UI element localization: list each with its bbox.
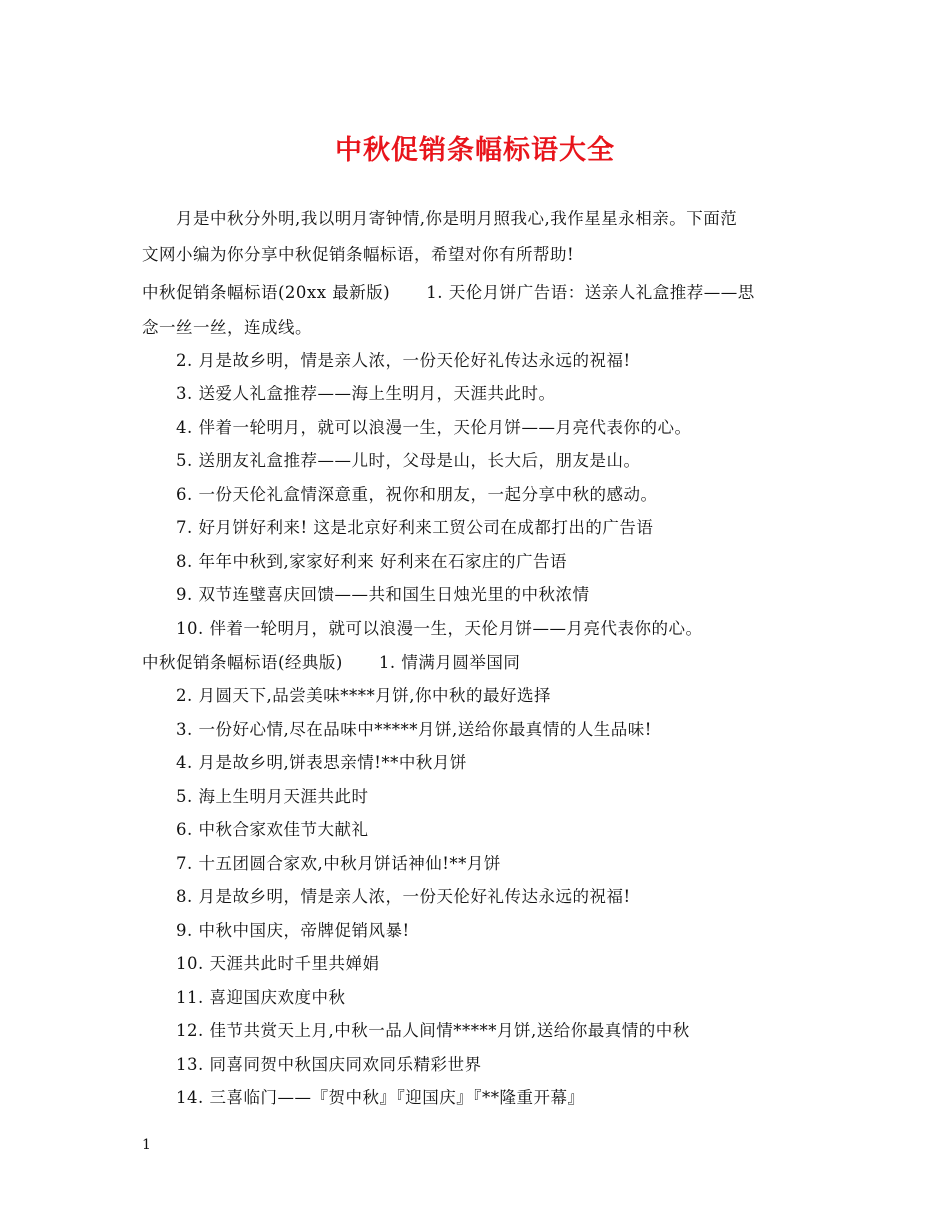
list-item: 10. 伴着一轮明月，就可以浪漫一生，天伦月饼——月亮代表你的心。: [176, 619, 703, 638]
list-item: 3. 一份好心情,尽在品味中*****月饼,送给你最真情的人生品味!: [176, 720, 652, 739]
list-item: 4. 伴着一轮明月，就可以浪漫一生，天伦月饼——月亮代表你的心。: [176, 418, 692, 437]
list-item: 7. 十五团圆合家欢,中秋月饼话神仙!**月饼: [176, 854, 501, 873]
list-item: 8. 月是故乡明，情是亲人浓，一份天伦好礼传达永远的祝福!: [176, 887, 631, 906]
section1-first-item-continued: 念一丝一丝，连成线。: [142, 318, 312, 337]
list-item: 5. 海上生明月天涯共此时: [176, 787, 369, 806]
page-title: 中秋促销条幅标语大全: [335, 135, 615, 166]
page-number: 1: [142, 1137, 151, 1153]
section2-first-item: 1. 情满月圆举国同: [378, 653, 521, 672]
list-item: 12. 佳节共赏天上月,中秋一品人间情*****月饼,送给你最真情的中秋: [176, 1021, 690, 1040]
list-item: 6. 一份天伦礼盒情深意重，祝你和朋友，一起分享中秋的感动。: [176, 485, 658, 504]
list-item: 3. 送爱人礼盒推荐——海上生明月，天涯共此时。: [176, 384, 556, 403]
section1-heading: 中秋促销条幅标语(20xx 最新版): [142, 283, 391, 302]
list-item: 10. 天涯共此时千里共婵娟: [176, 954, 380, 973]
list-item: 2. 月圆天下,品尝美味****月饼,你中秋的最好选择: [176, 686, 551, 705]
list-item: 2. 月是故乡明，情是亲人浓，一份天伦好礼传达永远的祝福!: [176, 351, 631, 370]
list-item: 14. 三喜临门——『贺中秋』『迎国庆』『**隆重开幕』: [176, 1088, 585, 1107]
list-item: 11. 喜迎国庆欢度中秋: [176, 988, 346, 1007]
list-item: 7. 好月饼好利来! 这是北京好利来工贸公司在成都打出的广告语: [176, 518, 654, 537]
intro-line-1: 月是中秋分外明,我以明月寄钟情,你是明月照我心,我作星星永相亲。下面范: [176, 209, 738, 228]
section2-heading: 中秋促销条幅标语(经典版): [142, 653, 343, 672]
list-item: 9. 中秋中国庆，帝牌促销风暴!: [176, 921, 410, 940]
list-item: 6. 中秋合家欢佳节大献礼: [176, 820, 369, 839]
list-item: 13. 同喜同贺中秋国庆同欢同乐精彩世界: [176, 1055, 482, 1074]
section2-heading-line: [142, 652, 520, 674]
list-item: 4. 月是故乡明,饼表思亲情!**中秋月饼: [176, 753, 467, 772]
intro-line-2: 文网小编为你分享中秋促销条幅标语，希望对你有所帮助!: [142, 245, 575, 264]
list-item: 9. 双节连璧喜庆回馈——共和国生日烛光里的中秋浓情: [176, 585, 590, 604]
list-item: 5. 送朋友礼盒推荐——儿时，父母是山，长大后，朋友是山。: [176, 451, 641, 470]
list-item: 8. 年年中秋到,家家好利来 好利来在石家庄的广告语: [176, 552, 567, 571]
section1-heading-line: [142, 282, 755, 304]
section1-first-item: 1. 天伦月饼广告语：送亲人礼盒推荐——思: [426, 283, 755, 302]
